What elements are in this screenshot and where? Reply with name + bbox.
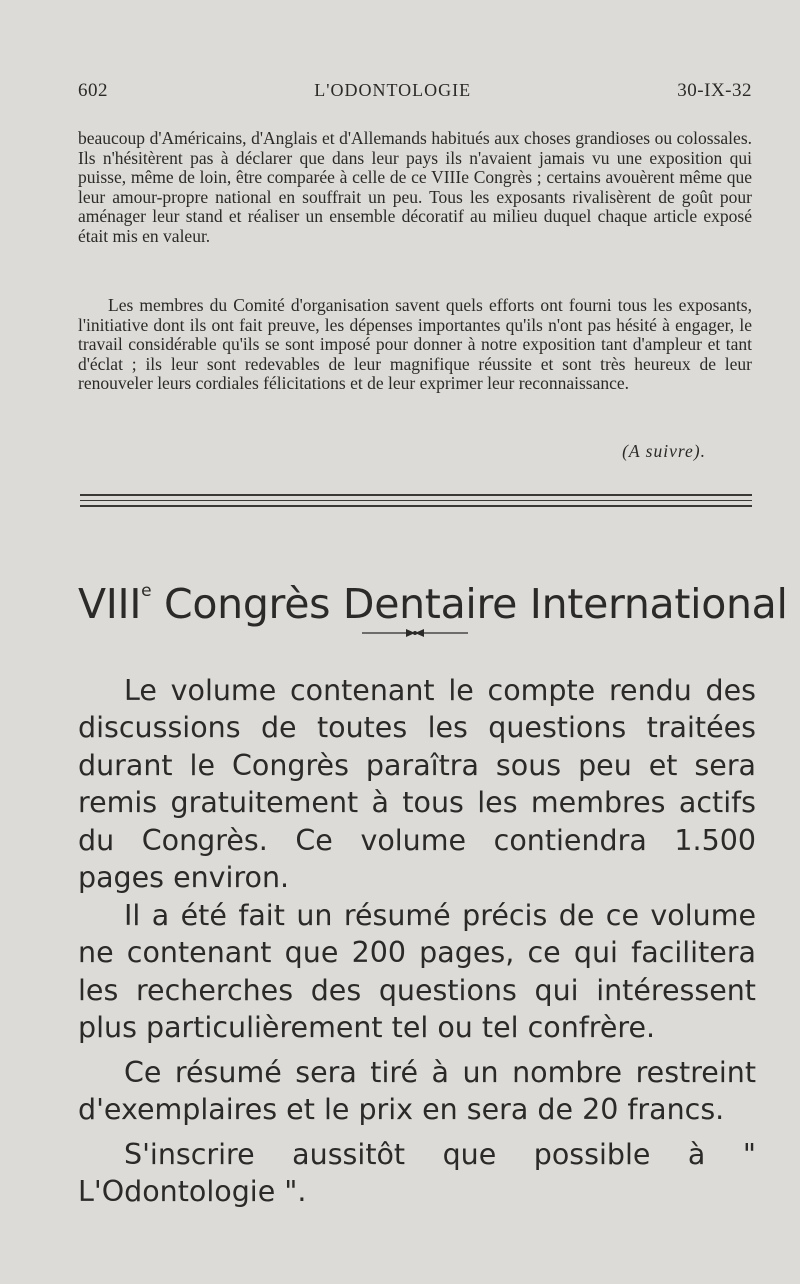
separator-rule-middle [80, 500, 752, 501]
running-header [78, 80, 752, 102]
journal-title: L'ODONTOLOGIE [314, 80, 472, 100]
title-numeral: VIII [78, 580, 142, 628]
announcement-paragraph-2: Il a été fait un résumé précis de ce volume ne contenant que 200 pages, ce qui facilitera les recherches des questions qui intéressent plus particulièrement tel ou tel confrère. [78, 899, 756, 1045]
issue-date: 30-IX-32 [677, 80, 752, 101]
announcement-title [78, 566, 788, 629]
title-superscript: e [141, 581, 152, 601]
announcement-paragraph-3: Ce résumé sera tiré à un nombre restreint d'exemplaires et le prix en sera de 20 francs. [78, 1056, 756, 1127]
page-number: 602 [78, 80, 108, 101]
announcement-paragraph-1: Le volume contenant le compte rendu des discussions de toutes les questions traitées durant le Congrès paraîtra sous peu et sera remis gratuitement à tous les membres actifs du Congrès. Ce volume contiendra 1.500 pages environ. [78, 674, 756, 895]
announcement-paragraph-4: S'inscrire aussitôt que possible à " L'Odontologie ". [78, 1138, 756, 1209]
article-paragraph-1: beaucoup d'Américains, d'Anglais et d'Allemands habitués aux choses grandioses ou colossales. Ils n'hésitèrent pas à déclarer que dans leur pays ils n'avaient jamais vu une exposition qui puisse, même de loin, être comparée à celle de ce VIIIe Congrès ; certains avouèrent même que leur amour-propre national en souffrait un peu. Tous les exposants rivalisèrent de goût pour aménager leur stand et réaliser un ensemble décoratif au milieu duquel chaque article exposé était mis en valeur. [78, 128, 752, 246]
ornament-divider-icon [362, 624, 468, 640]
separator-rule-top [80, 494, 752, 496]
to-be-continued: (A suivre). [622, 441, 706, 461]
article-paragraph-2: Les membres du Comité d'organisation savent quels efforts ont fourni tous les exposants, l'initiative dont ils ont fait preuve, les dépenses importantes qu'ils n'ont pas hésité à engager, le travail considérable qu'ils se sont imposé pour donner à notre exposition tant d'ampleur et tant d'éclat ; ils leur sont redevables de leur magnifique réussite et sont très heureux de leur renouveler leurs cordiales félicitations et de leur exprimer leur reconnaissance. [78, 295, 752, 394]
title-rest: Congrès Dentaire International [151, 580, 788, 628]
separator-rule-bottom [80, 505, 752, 507]
